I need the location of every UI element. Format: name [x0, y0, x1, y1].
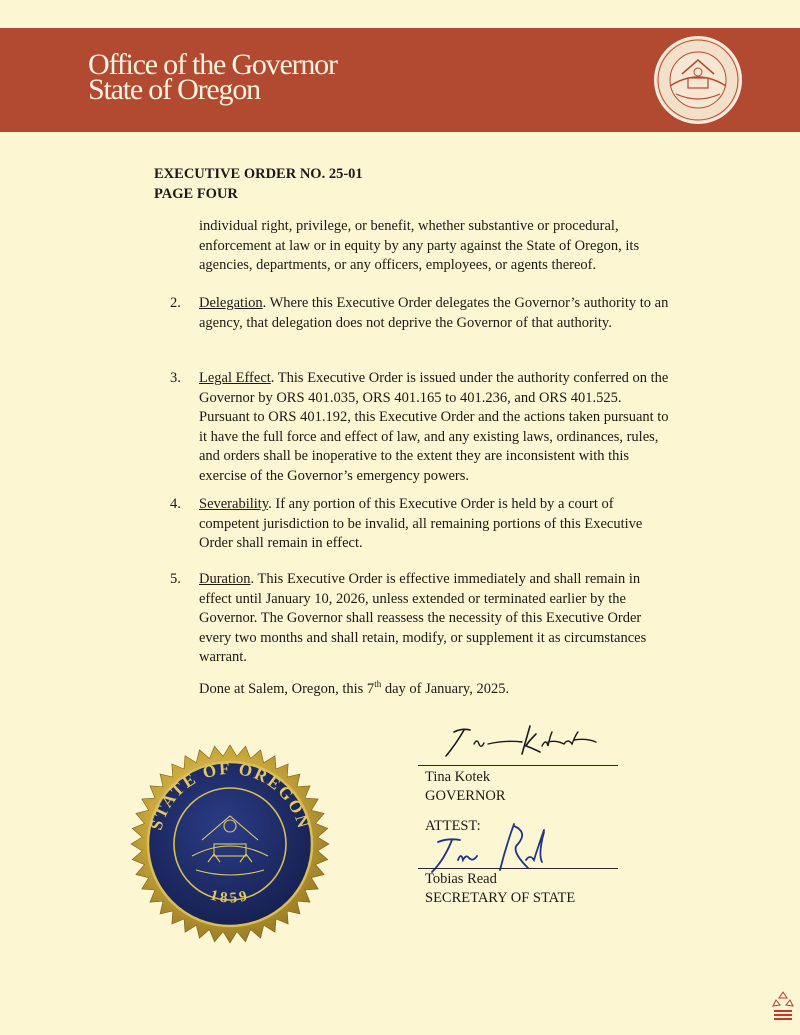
secretary-title: SECRETARY OF STATE [425, 890, 576, 906]
oregon-state-seal-icon [652, 34, 744, 126]
governor-block [425, 768, 506, 806]
clause-heading: Severability [199, 496, 269, 512]
letterhead-line-1: Office of the Governor [88, 48, 337, 81]
seal-text: STATE OF OREGON [146, 758, 314, 833]
done-before: Done at Salem, Oregon, this 7 [199, 681, 375, 697]
clause-heading: Delegation [199, 295, 263, 311]
clause-text [199, 369, 669, 486]
order-header [154, 164, 363, 204]
secretary-block [425, 870, 575, 908]
letterhead-banner [0, 28, 800, 132]
done-line [199, 680, 509, 700]
order-number: EXECUTIVE ORDER NO. 25-01 [154, 166, 363, 182]
clause-body: . If any portion of this Executive Order is held by a court of competent jurisdiction to be invalid, all remaining portions of this Executive Order shall remain in effect. [199, 496, 643, 551]
clause-heading: Legal Effect [199, 370, 271, 386]
clause-body: . Where this Executive Order delegates the Governor’s authority to an agency, that delegation does not deprive the Governor of that authority. [199, 295, 669, 331]
continuation-paragraph: individual right, privilege, or benefit, whether substantive or procedural, enforcement at law or in equity by any party against the State of Oregon, its agencies, departments, or any officers, employees, or agents thereof. [199, 218, 640, 273]
clause-body: . This Executive Order is issued under the authority conferred on the Governor by ORS 401.035, ORS 401.165 to 401.236, and ORS 401.525. Pursuant to ORS 401.192, this Executive Order and the actions taken pursuant to it have the full force and effect of law, and any existing laws, ordinances, rules, and orders shall be inoperative to the extent they are inconsistent with this exercise of the Governor’s emergency powers. [199, 370, 669, 484]
clause-body: . This Executive Order is effective immediately and shall remain in effect until January 10, 2026, unless extended or terminated earlier by the Governor. The Governor shall reassess the necessity of this Executive Order every two months and shall retain, modify, or supplement it as circumstances warrant. [199, 571, 647, 665]
clause-text [199, 570, 669, 668]
clause-heading: Duration [199, 571, 251, 587]
page-label: PAGE FOUR [154, 186, 238, 202]
clause-number: 4. [170, 496, 181, 512]
governor-name: Tina Kotek [425, 769, 491, 785]
done-ordinal: th [374, 679, 382, 689]
clause-number: 2. [170, 295, 181, 311]
secretary-signature-line [418, 868, 618, 869]
letterhead-title [88, 48, 337, 106]
clause-number: 5. [170, 571, 181, 587]
done-after: day of January, 2025. [381, 681, 510, 697]
clause-number: 3. [170, 370, 181, 386]
recycled-paper-icon [772, 990, 794, 1024]
governor-signature-line [418, 765, 618, 766]
clause-text [199, 294, 669, 333]
seal-year: 1859 [208, 887, 252, 907]
secretary-name: Tobias Read [425, 871, 497, 887]
governor-signature-icon [436, 722, 606, 762]
letterhead-line-2: State of Oregon [88, 73, 260, 106]
oregon-gold-seal-icon [130, 744, 330, 944]
governor-title: GOVERNOR [425, 788, 506, 804]
clause-text [199, 495, 669, 554]
attest-label: ATTEST: [425, 818, 481, 834]
